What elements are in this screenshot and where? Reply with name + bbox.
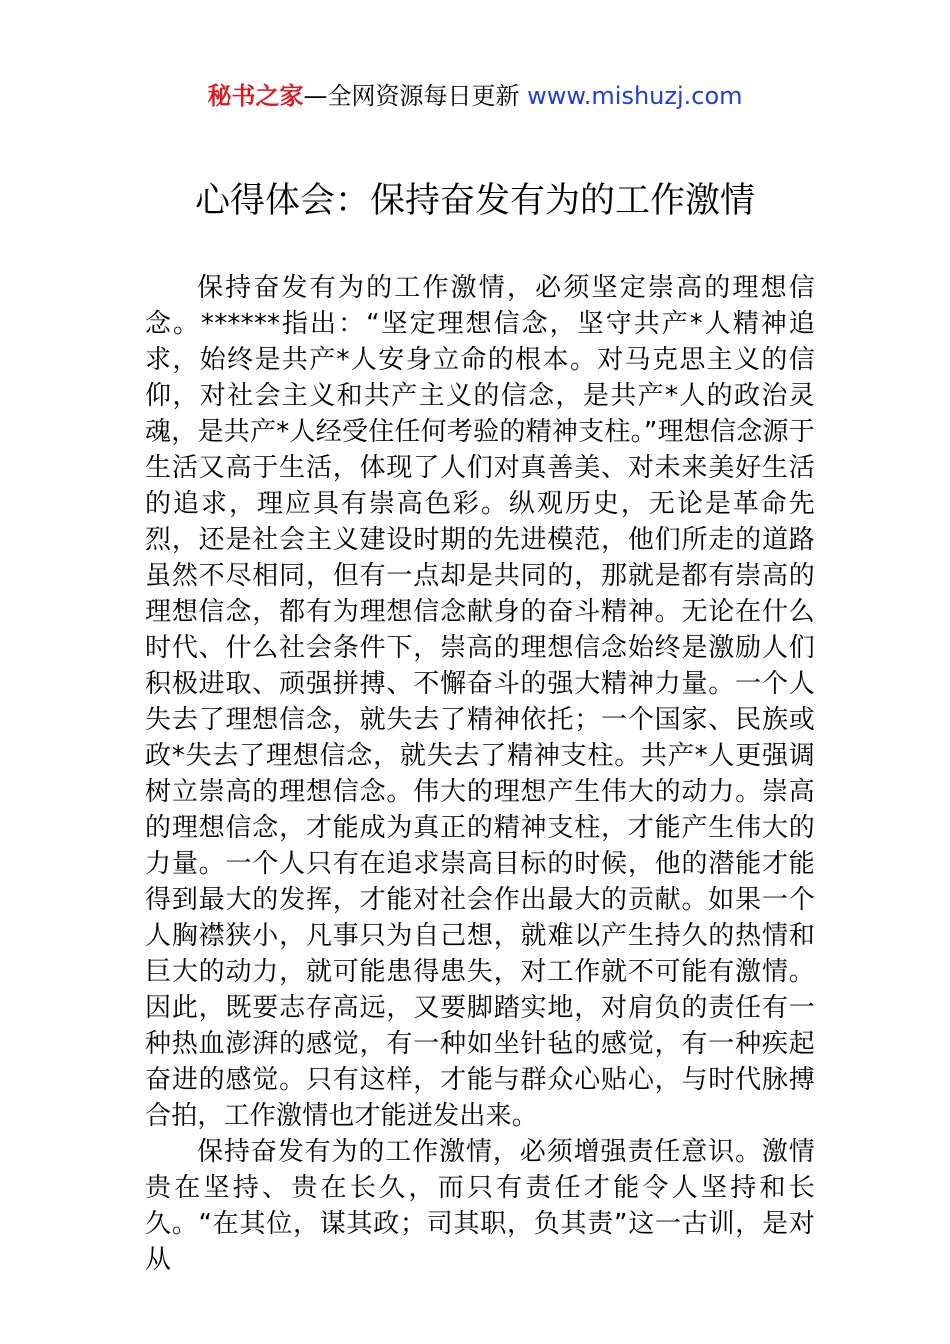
paragraph-1: 保持奋发有为的工作激情，必须坚定崇高的理想信念。******指出：“坚定理想信念，坚守共产*人精神追求，始终是共产*人安身立命的根本。对马克思主义的信仰，对社会主义和共产主义的信念，是共产*人的政治灵魂，是共产*人经受住任何考验的精神支柱。”理想信念源于生活又高于生活，体现了人们对真善美、对未来美好生活的追求，理应具有崇高色彩。纵观历史，无论是革命先烈，还是社会主义建设时期的先进模范，他们所走的道路虽然不尽相同，但有一点却是共同的，那就是都有崇高的理想信念，都有为理想信念献身的奋斗精神。无论在什么时代、什么社会条件下，崇高的理想信念始终是激励人们积极进取、顽强拼搏、不懈奋斗的强大精神力量。一个人失去了理想信念，就失去了精神依托；一个国家、民族或政*失去了理想信念，就失去了精神支柱。共产*人更强调树立崇高的理想信念。伟大的理想产生伟大的动力。崇高的理想信念，才能成为真正的精神支柱，才能产生伟大的力量。一个人只有在追求崇高目标的时候，他的潜能才能得到最大的发挥，才能对社会作出最大的贡献。如果一个人胸襟狭小，凡事只为自己想，就难以产生持久的热情和巨大的动力，就可能患得患失，对工作就不可能有激情。因此，既要志存高远，又要脚踏实地，对肩负的责任有一种热血澎湃的感觉，有一种如坐针毡的感觉，有一种疾起奋进的感觉。只有这样，才能与群众心贴心，与时代脉搏合拍，工作激情也才能迸发出来。 bbox=[145, 273, 815, 1131]
document-title: 心得体会：保持奋发有为的工作激情 bbox=[194, 181, 755, 221]
paragraph-2: 保持奋发有为的工作激情，必须增强责任意识。激情贵在坚持、贵在长久，而只有责任才能令人坚持和长久。“在其位，谋其政；司其职，负其责”这一古训，是对从 bbox=[145, 1137, 815, 1275]
site-url-link[interactable]: www.mishuzj.com bbox=[527, 82, 743, 110]
site-brand: 秘书之家 bbox=[207, 82, 304, 110]
site-header bbox=[0, 80, 950, 112]
document-body bbox=[145, 270, 815, 1278]
site-tagline: —全网资源每日更新 bbox=[303, 82, 520, 110]
